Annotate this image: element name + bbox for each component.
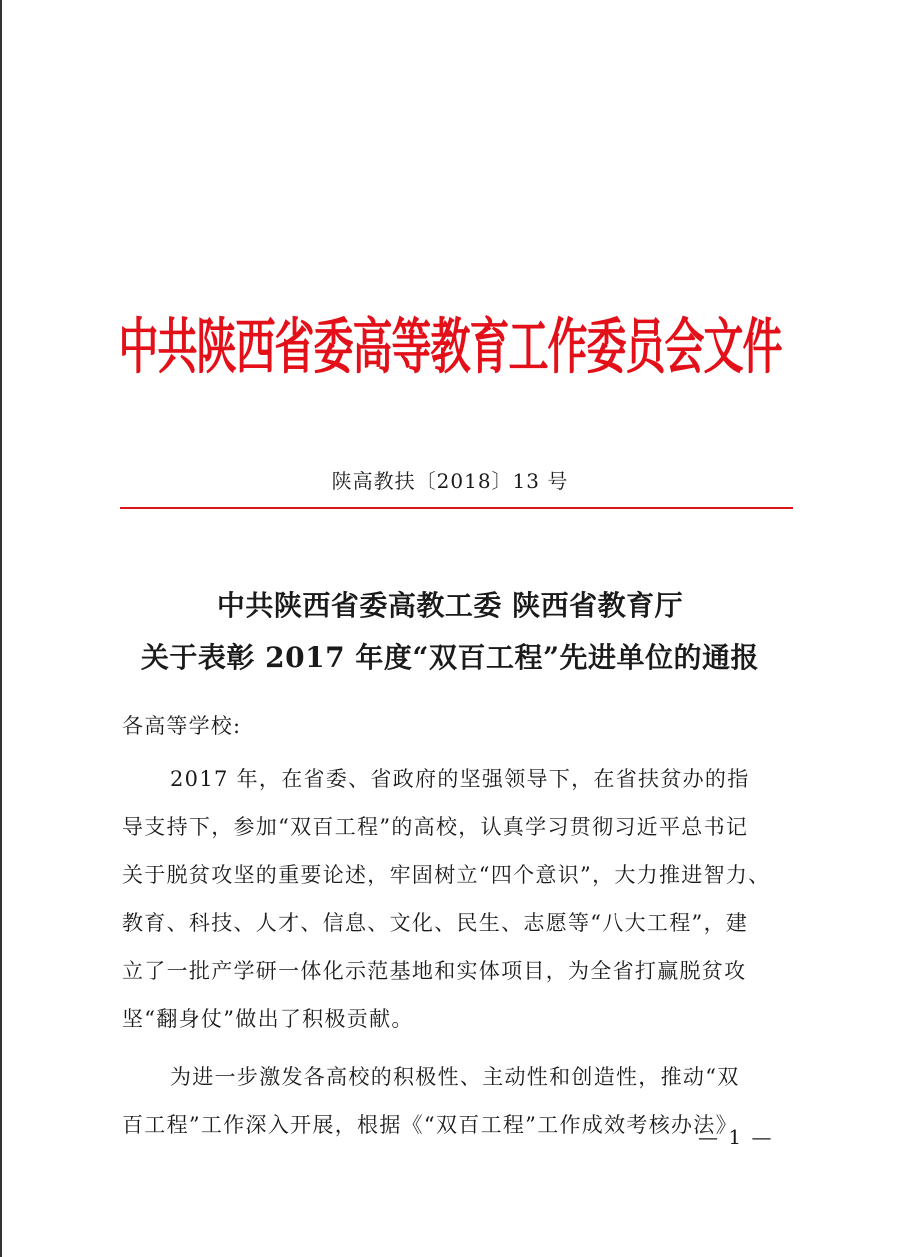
salutation: 各高等学校: (122, 714, 242, 738)
paragraph-1-line: 关于脱贫攻坚的重要论述，牢固树立“四个意识”，大力推进智力、 (122, 863, 771, 887)
paragraph-1-line: 立了一批产学研一体化示范基地和实体项目，为全省打赢脱贫攻 (122, 959, 747, 983)
paragraph-1-line: 教育、科技、人才、信息、文化、民生、志愿等“八大工程”，建 (122, 911, 749, 935)
paragraph-2-line: 百工程”工作深入开展，根据《“双百工程”工作成效考核办法》 (122, 1113, 738, 1137)
paragraph-1-line: 导支持下，参加“双百工程”的高校，认真学习贯彻习近平总书记 (122, 815, 749, 839)
paragraph-2-line: 为进一步激发各高校的积极性、主动性和创造性，推动“双 (170, 1065, 740, 1089)
document-title-line-1: 中共陕西省委高教工委 陕西省教育厅 (216, 589, 684, 622)
red-separator-line (120, 507, 793, 509)
document-title-line-2: 关于表彰 2017 年度“双百工程”先进单位的通报 (140, 641, 760, 674)
page-left-border (0, 0, 2, 1257)
page-number: — 1 — (698, 1125, 774, 1149)
paragraph-1-line: 坚“翻身仗”做出了积极贡献。 (122, 1007, 414, 1031)
document-masthead: 中共陕西省委高等教育工作委员会文件 (118, 313, 782, 383)
paragraph-1-line: 2017 年，在省委、省政府的坚强领导下，在省扶贫办的指 (170, 767, 750, 791)
document-number: 陕高教扶〔2018〕13 号 (331, 469, 569, 493)
